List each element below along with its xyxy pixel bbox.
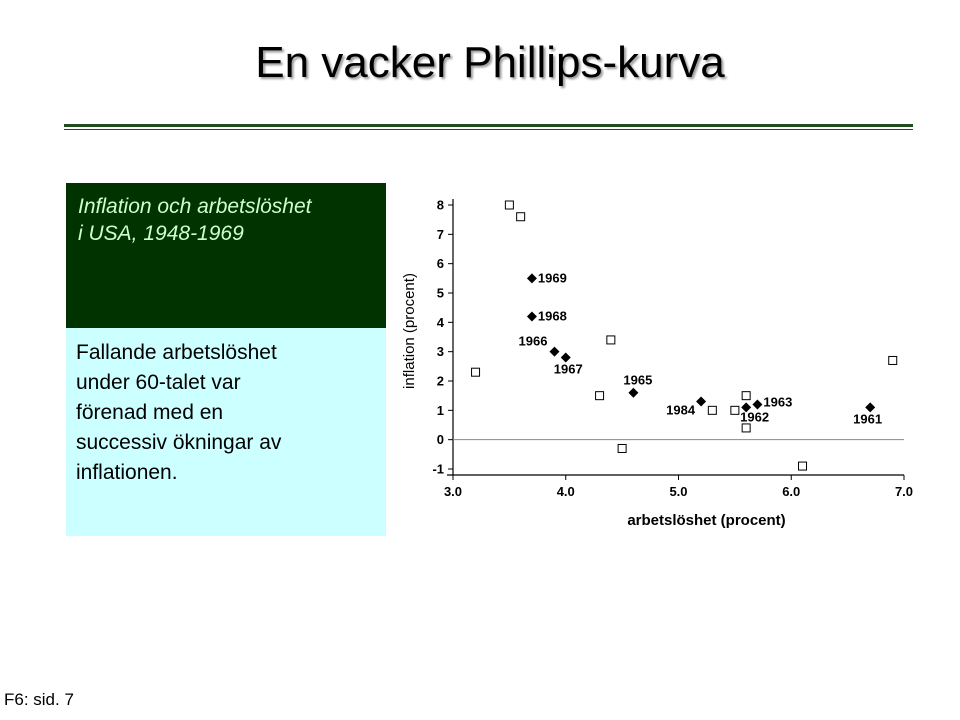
info-text-line: inflationen. bbox=[76, 461, 178, 484]
x-tick-label: 3.0 bbox=[443, 484, 463, 499]
square-point bbox=[472, 368, 480, 376]
square-point bbox=[889, 356, 897, 364]
point-label: 1967 bbox=[553, 361, 583, 377]
square-point bbox=[708, 406, 716, 414]
slide-title: En vacker Phillips-kurva bbox=[255, 38, 725, 87]
diamond-point bbox=[752, 399, 762, 409]
y-tick-label: -1 bbox=[432, 461, 444, 477]
title-rule-thick bbox=[64, 124, 913, 127]
info-text-line: under 60-talet var bbox=[76, 371, 241, 394]
point-label: 1965 bbox=[623, 372, 653, 388]
y-tick-label: 2 bbox=[436, 373, 444, 389]
x-axis-title: arbetslöshet (procent) bbox=[627, 512, 786, 529]
slide-footer: F6: sid. 7 bbox=[4, 690, 74, 709]
y-tick-label: 0 bbox=[436, 432, 444, 448]
x-tick-label: 4.0 bbox=[556, 484, 575, 499]
x-tick-label: 7.0 bbox=[894, 484, 914, 499]
y-tick-label: 1 bbox=[436, 402, 444, 418]
point-label: 1961 bbox=[853, 411, 883, 427]
info-box-title-line2: i USA, 1948-1969 bbox=[78, 222, 244, 245]
diamond-point bbox=[628, 388, 638, 398]
info-text-line: Fallande arbetslöshet bbox=[76, 341, 277, 364]
square-point bbox=[731, 406, 739, 414]
square-point bbox=[596, 392, 604, 400]
y-tick-label: 3 bbox=[436, 344, 444, 360]
diamond-point bbox=[696, 397, 706, 407]
y-tick-label: 5 bbox=[436, 285, 444, 301]
square-point bbox=[742, 424, 750, 432]
x-tick-label: 5.0 bbox=[669, 484, 688, 499]
point-label: 1969 bbox=[537, 270, 567, 286]
y-axis-title: inflation (procent) bbox=[401, 273, 418, 389]
phillips-scatter-chart bbox=[395, 185, 935, 545]
info-text-line: förenad med en bbox=[76, 401, 224, 424]
square-point bbox=[618, 444, 626, 452]
square-point bbox=[505, 201, 513, 209]
diamond-point bbox=[527, 273, 537, 283]
square-point bbox=[517, 213, 525, 221]
info-text-line: successiv ökningar av bbox=[76, 431, 282, 454]
square-point bbox=[742, 392, 750, 400]
info-box-body bbox=[66, 328, 386, 536]
square-point bbox=[799, 462, 807, 470]
y-tick-label: 4 bbox=[436, 314, 444, 330]
y-tick-label: 7 bbox=[436, 226, 444, 242]
diamond-point bbox=[527, 311, 537, 321]
point-label: 1963 bbox=[763, 394, 793, 410]
y-tick-label: 6 bbox=[436, 256, 444, 272]
point-label: 1968 bbox=[537, 308, 567, 324]
info-box-header bbox=[66, 183, 386, 328]
y-tick-label: 8 bbox=[436, 197, 444, 213]
info-box-title-line1: Inflation och arbetslöshet bbox=[78, 195, 312, 218]
point-label: 1984 bbox=[666, 402, 696, 418]
square-point bbox=[607, 336, 615, 344]
x-tick-label: 6.0 bbox=[782, 484, 801, 499]
point-label: 1966 bbox=[518, 333, 548, 349]
diamond-point bbox=[549, 347, 559, 357]
point-label: 1962 bbox=[740, 409, 770, 425]
title-rule-thin bbox=[64, 129, 913, 130]
